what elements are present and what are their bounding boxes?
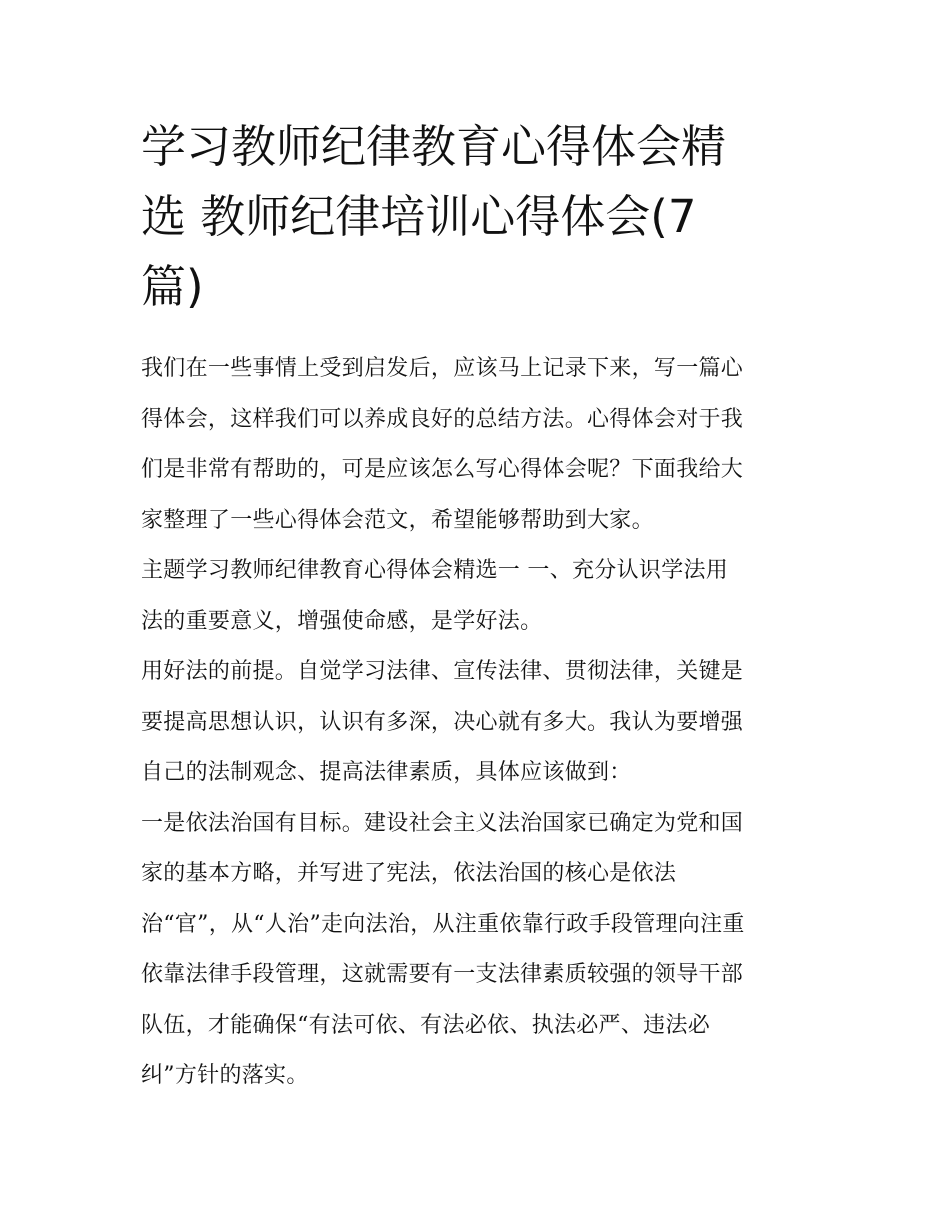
body-line-10: 一是依法治国有目标。建设社会主义法治国家已确定为党和国 [141, 810, 744, 836]
title-line-2: 选 教师纪律培训心得体会(7 [141, 190, 697, 243]
body-line-15: 纠”方针的落实。 [141, 1063, 309, 1088]
body-line-13: 依靠法律手段管理，这就需要有一支法律素质较强的领导干部 [141, 962, 744, 987]
body-line-2: 得体会，这样我们可以养成良好的总结方法。心得体会对于我 [141, 406, 744, 432]
body-line-4: 家整理了一些心得体会范文，希望能够帮助到大家。 [141, 507, 654, 533]
body-line-9: 自己的法制观念、提高法律素质，具体应该做到： [141, 760, 632, 785]
body-line-14: 队伍，才能确保“有法可依、有法必依、执法必严、违法必 [141, 1012, 711, 1038]
title-line-1: 学习教师纪律教育心得体会精 [141, 120, 727, 173]
body-line-3: 们是非常有帮助的，可是应该怎么写心得体会呢？下面我给大 [141, 457, 744, 482]
body-line-8: 要提高思想认识，认识有多深，决心就有多大。我认为要增强 [141, 709, 744, 735]
body-line-5: 主题学习教师纪律教育心得体会精选一 一、充分认识学法用 [141, 558, 729, 583]
document-title [141, 112, 821, 322]
body-line-6: 法的重要意义，增强使命感，是学好法。 [141, 608, 543, 634]
body-line-12: 治“官”，从“人治”走向法治，从注重依靠行政手段管理向注重 [141, 911, 745, 937]
document-body [141, 356, 821, 1089]
body-line-11: 家的基本方略，并写进了宪法，依法治国的核心是依法 [141, 861, 677, 886]
body-line-1: 我们在一些事情上受到启发后，应该马上记录下来，写一篇心 [141, 356, 744, 381]
title-line-3: 篇) [141, 260, 204, 313]
body-line-7: 用好法的前提。自觉学习法律、宣传法律、贯彻法律，关键是 [141, 659, 744, 684]
